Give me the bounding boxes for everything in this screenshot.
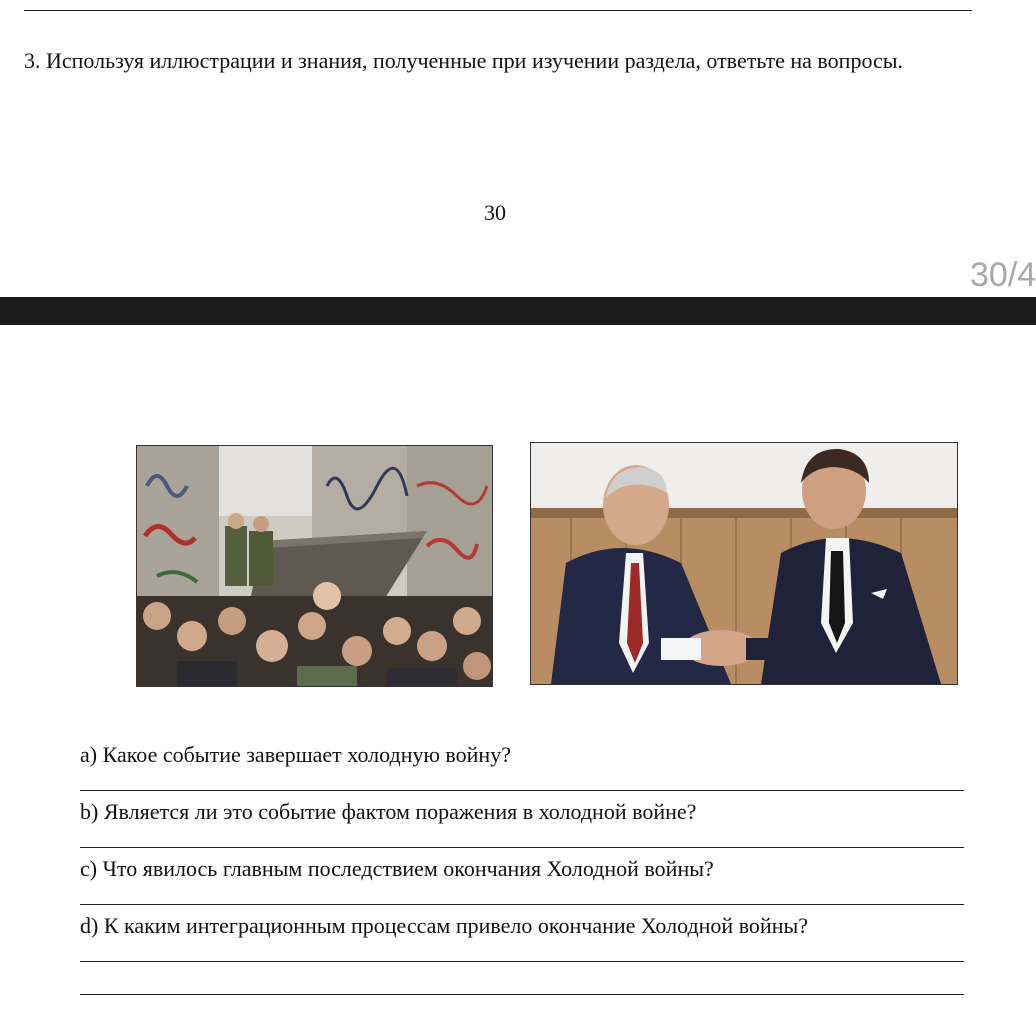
- page-counter: 30/4: [970, 256, 1036, 294]
- page-number: 30: [484, 200, 506, 225]
- question-b: b) Является ли это событие фактом поражения в холодной войне?: [80, 799, 697, 824]
- answer-line: [80, 961, 964, 962]
- answer-line: [80, 790, 964, 791]
- top-divider: [24, 10, 972, 11]
- page-break-bar: [0, 297, 1036, 325]
- gorbachev-reagan-handshake-photo: [530, 442, 958, 685]
- answer-line: [80, 904, 964, 905]
- berlin-wall-photo: [136, 445, 493, 687]
- answer-line: [80, 994, 964, 995]
- task-instruction: 3. Используя иллюстрации и знания, полученные при изучении раздела, ответьте на вопросы.: [24, 48, 904, 73]
- question-a: a) Какое событие завершает холодную войну?: [80, 742, 511, 767]
- question-d: d) К каким интеграционным процессам привело окончание Холодной войны?: [80, 913, 809, 938]
- question-c: c) Что явилось главным последствием окончания Холодной войны?: [80, 856, 714, 881]
- answer-line: [80, 847, 964, 848]
